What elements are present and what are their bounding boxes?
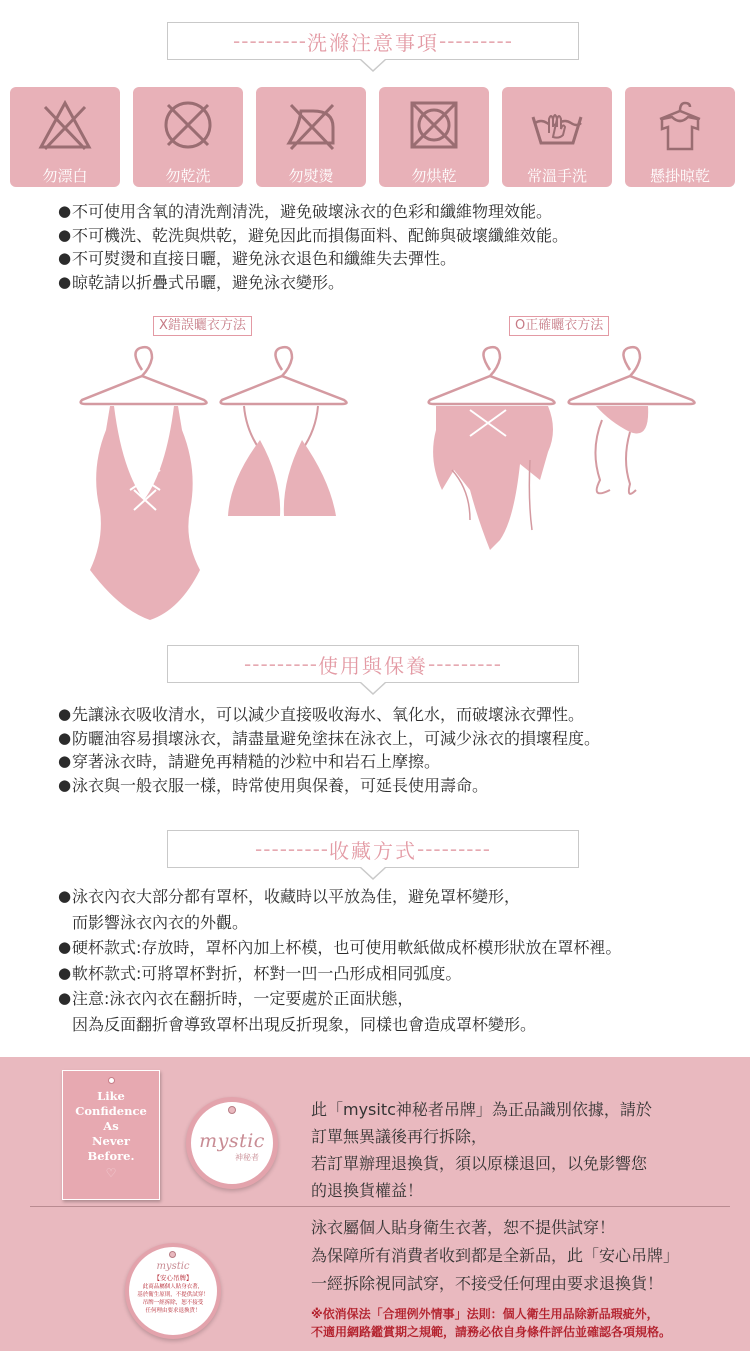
tag-line: Never (92, 1134, 130, 1148)
text-line: 若訂單辦理退換貨，須以原樣退回，以免影響您 (311, 1154, 648, 1173)
bullet-dot: ● (58, 249, 72, 267)
bullet-dot: ● (58, 887, 72, 905)
care-icon-no-tumble-dry (379, 87, 489, 187)
brand-round-tag (186, 1097, 278, 1189)
bullet-dot: ● (58, 775, 72, 794)
bullet-dot: ● (58, 938, 72, 956)
title-dashes-right: --------- (439, 29, 513, 53)
brand-logo: mystic (199, 1130, 265, 1152)
title-dashes-right: --------- (428, 652, 502, 676)
text-line: 此「mysitc神秘者吊牌」為正品識別依據，請於 (311, 1100, 652, 1119)
title-dashes-left: --------- (255, 837, 329, 861)
drying-illustration (70, 340, 710, 640)
title-pointer (359, 59, 387, 72)
list-item-text: 泳衣內衣大部分都有罩杯，收藏時以平放為佳，避免罩杯變形， (72, 887, 521, 906)
list-item-text: 注意:泳衣內衣在翻折時，一定要處於正面狀態， (72, 989, 414, 1008)
storage-section-title (167, 830, 579, 868)
list-item-text: 先讓泳衣吸收清水，可以減少直接吸收海水、氧化水，而破壞泳衣彈性。 (72, 705, 585, 724)
list-item (58, 750, 600, 774)
title-pointer (359, 682, 387, 695)
text-line: 泳衣屬個人貼身衛生衣著，恕不提供試穿！ (311, 1218, 616, 1237)
brand-logo-sub: 神秘者 (235, 1153, 259, 1162)
seal-line: 吊牌一經拆除，恕不接受 (142, 1300, 204, 1306)
no-dry-clean-icon (160, 97, 216, 153)
storage-notes-list (58, 884, 621, 1037)
list-item (58, 961, 621, 987)
list-item-text: 泳衣與一般衣服一樣，時常使用與保養，可延長使用壽命。 (72, 775, 489, 795)
hand-wash-icon (529, 97, 585, 153)
folded-bikini-icon (596, 406, 648, 434)
care-icon-no-dry-clean (133, 87, 243, 187)
title-dashes-left: --------- (244, 652, 318, 676)
tag-line: Confidence (75, 1104, 147, 1118)
usage-notes-list (58, 703, 600, 797)
care-label: 勿漂白 (42, 167, 88, 185)
tag-hole (108, 1077, 115, 1084)
care-label: 常溫手洗 (526, 167, 587, 185)
care-label: 懸掛晾乾 (649, 167, 710, 185)
text-line: 訂單無異議後再行拆除， (311, 1127, 488, 1146)
storage-title-text: 收藏方式 (329, 838, 417, 863)
bullet-dot: ● (58, 989, 72, 1007)
bullet-dot: ● (58, 752, 72, 770)
list-item (58, 935, 621, 961)
list-item (58, 727, 600, 751)
heart-icon: ♡ (105, 1166, 117, 1180)
list-item-text: 不可機洗、乾洗與烘乾，避免因此而損傷面料、配飾與破壞纖維效能。 (72, 225, 569, 245)
authenticity-text (311, 1096, 652, 1204)
tag-line: As (103, 1119, 119, 1133)
list-item (58, 200, 568, 224)
hang-tag-card (62, 1070, 160, 1200)
title-dashes-right: --------- (417, 837, 491, 861)
list-item-text: 軟杯款式:可將罩杯對折，杯對一凹一凸形成相同弧度。 (72, 963, 462, 983)
one-piece-swimsuit-icon (90, 406, 200, 620)
hang-dry-icon (652, 97, 708, 153)
seal-line: 任何理由要求退換貨！ (145, 1308, 201, 1314)
list-item-text: 晾乾請以折疊式吊曬，避免泳衣變形。 (72, 272, 345, 292)
list-item-text: 硬杯款式:存放時，罩杯內加上杯模，也可使用軟紙做成杯模形狀放在罩杯裡。 (72, 938, 622, 957)
tag-info-panel (0, 1057, 750, 1351)
text-line: 一經拆除視同試穿，不接受任何理由要求退換貨！ (311, 1274, 664, 1293)
list-item (58, 703, 600, 727)
usage-section-title (167, 645, 579, 683)
hanger-icon (429, 347, 555, 404)
bullet-dot: ● (58, 705, 72, 723)
care-label: 勿熨燙 (288, 167, 334, 185)
washing-notes-list (58, 200, 568, 294)
note-line: ※依消保法「合理例外情事」法則：個人衛生用品除新品瑕疵外， (311, 1307, 659, 1321)
washing-section-title (167, 22, 579, 60)
care-label: 勿乾洗 (165, 167, 211, 185)
usage-title-text: 使用與保養 (318, 653, 428, 678)
divider (30, 1206, 730, 1207)
hygiene-text (311, 1214, 679, 1298)
care-icon-no-iron (256, 87, 366, 187)
no-bleach-icon (37, 97, 93, 153)
list-item (58, 884, 621, 910)
care-icons-row (10, 87, 742, 187)
washing-title-text: 洗滌注意事項 (307, 30, 439, 55)
tag-line: Before. (87, 1149, 135, 1163)
list-item-continuation: 因為反面翻折會導致罩杯出現反折現象，同樣也會造成罩杯變形。 (72, 1014, 537, 1034)
title-dashes-left: --------- (233, 29, 307, 53)
care-label: 勿烘乾 (411, 167, 457, 185)
seal-round-tag (125, 1243, 221, 1339)
seal-line: 此商品屬個人貼身衣著， (142, 1284, 204, 1290)
bullet-dot: ● (58, 728, 72, 747)
tag-line: Like (97, 1089, 125, 1103)
seal-title: 【安心吊牌】 (153, 1274, 193, 1282)
list-item-continuation: 而影響泳衣內衣的外觀。 (72, 912, 249, 932)
hanger-icon (221, 347, 347, 404)
no-iron-icon (283, 97, 339, 153)
tag-hole (228, 1106, 236, 1114)
care-icon-hand-wash (502, 87, 612, 187)
bullet-dot: ● (58, 225, 72, 244)
list-item (58, 774, 600, 798)
care-icon-no-bleach (10, 87, 120, 187)
list-item (58, 986, 621, 1012)
right-drying-label: O正確曬衣方法 (509, 316, 609, 336)
tag-hole (169, 1251, 176, 1258)
list-item (58, 247, 568, 271)
bullet-dot: ● (58, 963, 72, 982)
bullet-dot: ● (58, 272, 72, 291)
list-item-text: 穿著泳衣時，請避免再精糙的沙粒中和岩石上摩擦。 (72, 752, 441, 771)
note-line: 不適用網路鑑賞期之規範，請務必依自身條件評估並確認各項規格。 (311, 1325, 672, 1339)
list-item-text: 不可使用含氧的清洗劑清洗，避免破壞泳衣的色彩和纖維物理效能。 (72, 202, 553, 221)
seal-logo: mystic (156, 1261, 190, 1272)
seal-line: 基於衛生原則，不提供試穿！ (137, 1292, 209, 1298)
title-pointer (359, 867, 387, 880)
bullet-dot: ● (58, 202, 72, 220)
no-tumble-dry-icon (406, 97, 462, 153)
legal-note (311, 1305, 671, 1341)
list-item-text: 防曬油容易損壞泳衣，請盡量避免塗抹在泳衣上，可減少泳衣的損壞程度。 (72, 728, 601, 748)
text-line: 的退換貨權益！ (311, 1181, 424, 1200)
wrong-drying-label: X錯誤曬衣方法 (153, 316, 252, 336)
list-item-text: 不可熨燙和直接日曬，避免泳衣退色和纖維失去彈性。 (72, 249, 457, 268)
text-line: 為保障所有消費者收到都是全新品，此「安心吊牌」 (311, 1246, 680, 1265)
care-icon-hang-dry (625, 87, 735, 187)
list-item (58, 271, 568, 295)
bikini-top-icon (228, 440, 336, 516)
list-item (58, 224, 568, 248)
hanger-icon (81, 347, 207, 404)
hanger-icon (569, 347, 695, 404)
